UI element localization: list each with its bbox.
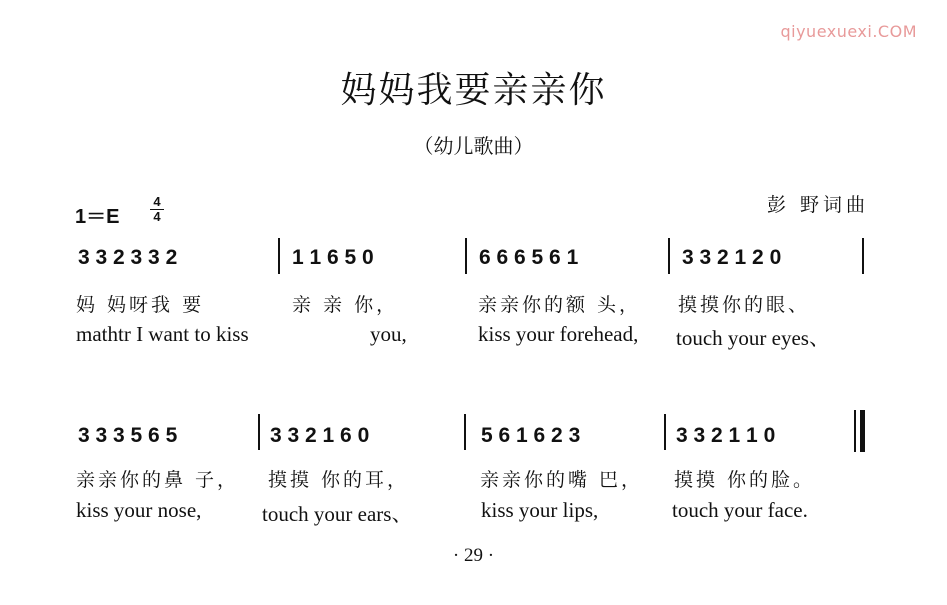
song-title: 妈妈我要亲亲你: [340, 70, 607, 111]
barline: [664, 414, 666, 450]
song-subtitle: （幼儿歌曲）: [413, 134, 534, 158]
time-signature-top: 4: [153, 194, 161, 209]
key-signature: 1＝E: [75, 206, 120, 228]
chinese-lyric: 亲亲你的嘴 巴，: [480, 469, 644, 491]
barline: [464, 414, 466, 450]
chinese-lyric: 摸摸 你的脸。: [674, 469, 816, 491]
measure-notes: 3 3 2 3 3 2: [78, 246, 178, 269]
measure-notes: 1 1 6 5 0: [292, 246, 374, 269]
barline: [278, 238, 280, 274]
final-barline-thin: [854, 410, 856, 452]
english-lyric: mathtr I want to kiss: [76, 322, 249, 346]
chinese-lyric: 妈 妈呀我 要: [76, 294, 205, 316]
measure-notes: 3 3 2 1 2 0: [682, 246, 782, 269]
english-lyric: touch your face.: [672, 498, 808, 522]
barline: [465, 238, 467, 274]
english-lyric: touch your eyes、: [676, 326, 830, 350]
measure-notes: 3 3 3 5 6 5: [78, 424, 178, 447]
chinese-lyric: 摸摸你的眼、: [678, 294, 811, 316]
final-barline-thick: [860, 410, 865, 452]
english-lyric: you,: [370, 322, 407, 346]
chinese-lyric: 亲 亲 你，: [292, 294, 399, 316]
measure-notes: 3 3 2 1 6 0: [270, 424, 370, 447]
barline: [668, 238, 670, 274]
measure-notes: 6 6 6 5 6 1: [479, 246, 579, 269]
chinese-lyric: 亲亲你的额 头，: [478, 294, 642, 316]
chinese-lyric: 亲亲你的鼻 子，: [76, 469, 240, 491]
english-lyric: kiss your lips,: [481, 498, 599, 522]
time-signature-bottom: 4: [153, 209, 161, 224]
english-lyric: kiss your forehead,: [478, 322, 639, 346]
measure-notes: 3 3 2 1 1 0: [676, 424, 776, 447]
english-lyric: touch your ears、: [262, 502, 413, 526]
page-number: · 29 ·: [452, 545, 495, 566]
barline: [862, 238, 864, 274]
measure-notes: 5 6 1 6 2 3: [481, 424, 581, 447]
chinese-lyric: 摸摸 你的耳，: [268, 469, 410, 491]
watermark: qiyuexuexi.COM: [780, 22, 917, 41]
english-lyric: kiss your nose,: [76, 498, 202, 522]
time-signature: [150, 196, 164, 223]
lyricist-composer-credit: 彭 野词曲: [766, 194, 869, 216]
barline: [258, 414, 260, 450]
